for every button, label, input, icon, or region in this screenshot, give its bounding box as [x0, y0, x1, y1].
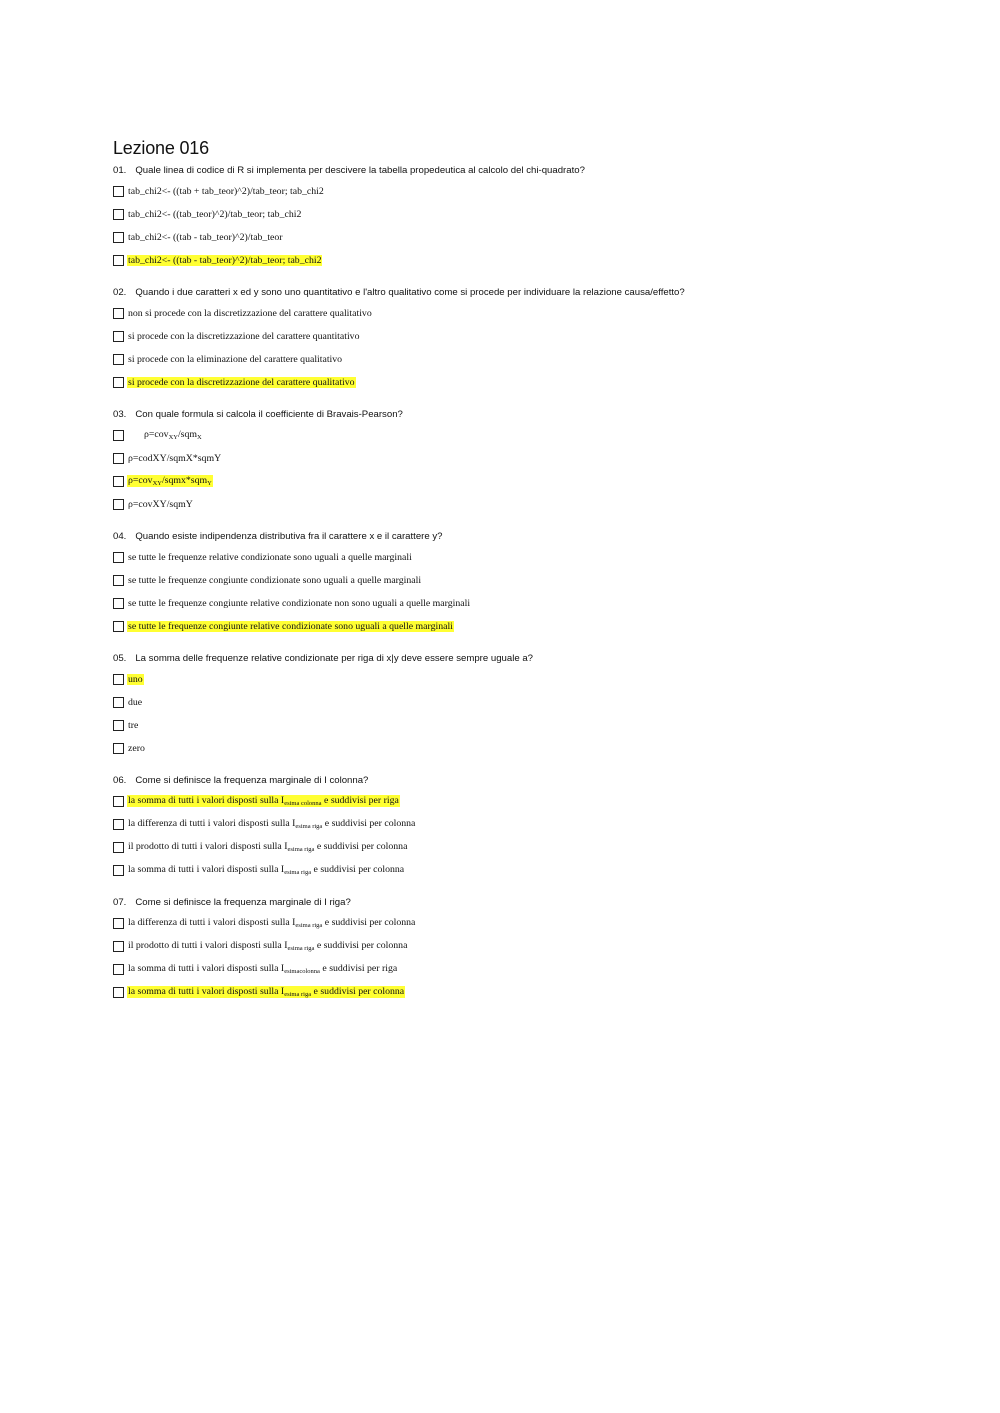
- quiz-page: [113, 138, 893, 1019]
- answer-option[interactable]: [113, 618, 893, 634]
- answer-option[interactable]: [113, 305, 893, 321]
- answer-option[interactable]: [113, 374, 893, 390]
- question-heading: [113, 409, 893, 420]
- subscript: esima riga: [287, 846, 315, 853]
- answer-checkbox[interactable]: [113, 232, 124, 243]
- answer-checkbox[interactable]: [113, 186, 124, 197]
- answer-option[interactable]: [113, 351, 893, 367]
- question-text: Quando esiste indipendenza distributiva fra il carattere x e il carattere y?: [135, 531, 443, 542]
- answer-text-part: la somma di tutti i valori disposti sulla I: [128, 986, 285, 997]
- answer-text-highlighted: tab_chi2<- ((tab - tab_teor)^2)/tab_teor; tab_chi2: [128, 254, 322, 266]
- answer-text: [127, 917, 416, 929]
- answer-checkbox[interactable]: [113, 865, 124, 876]
- question-03: [113, 409, 893, 512]
- subscript: esima riga: [287, 945, 315, 952]
- question-07: [113, 897, 893, 1000]
- answer-option[interactable]: [113, 862, 893, 878]
- answer-checkbox[interactable]: [113, 476, 124, 487]
- question-05: [113, 653, 893, 756]
- answer-checkbox[interactable]: [113, 964, 124, 975]
- subscript: Y: [207, 480, 212, 487]
- answer-checkbox[interactable]: [113, 743, 124, 754]
- answer-text-highlighted: si procede con la discretizzazione del carattere qualitativo: [128, 376, 355, 388]
- question-06: [113, 775, 893, 878]
- question-number: 07.: [113, 897, 127, 908]
- answer-checkbox[interactable]: [113, 598, 124, 609]
- answer-text-part: /sqm: [177, 429, 198, 440]
- answer-text-part: /sqmx*sqm: [161, 475, 208, 486]
- subscript: esima riga: [284, 991, 312, 998]
- answer-text-highlighted: [127, 986, 405, 998]
- question-text: Con quale formula si calcola il coefficiente di Bravais-Pearson?: [135, 409, 403, 420]
- subscript: esima riga: [295, 922, 323, 929]
- answer-option[interactable]: [113, 717, 893, 733]
- answer-checkbox[interactable]: [113, 575, 124, 586]
- question-04: [113, 531, 893, 634]
- answer-option[interactable]: [113, 549, 893, 565]
- answer-checkbox[interactable]: [113, 918, 124, 929]
- answer-option[interactable]: [113, 206, 893, 222]
- answer-option[interactable]: [113, 984, 893, 1000]
- answer-option[interactable]: [113, 961, 893, 977]
- question-heading: [113, 775, 893, 786]
- answer-checkbox[interactable]: [113, 796, 124, 807]
- subscript: XY: [168, 434, 178, 441]
- answer-checkbox[interactable]: [113, 209, 124, 220]
- answer-text: ρ=covXY/sqmY: [128, 498, 193, 510]
- question-number: 04.: [113, 531, 127, 542]
- answer-checkbox[interactable]: [113, 552, 124, 563]
- answer-text-highlighted: se tutte le frequenze congiunte relative condizionate sono uguali a quelle marginali: [128, 620, 453, 632]
- answer-text: due: [128, 696, 143, 708]
- question-number: 03.: [113, 409, 127, 420]
- answer-checkbox[interactable]: [113, 354, 124, 365]
- answer-checkbox[interactable]: [113, 674, 124, 685]
- answer-checkbox[interactable]: [113, 621, 124, 632]
- answer-text-highlighted: [127, 795, 400, 807]
- question-heading: [113, 165, 893, 176]
- answer-text-part: e suddivisi per colonna: [314, 940, 408, 951]
- answer-checkbox[interactable]: [113, 430, 124, 441]
- answer-option[interactable]: [113, 183, 893, 199]
- answer-option[interactable]: [113, 496, 893, 512]
- answer-option[interactable]: [113, 671, 893, 687]
- answer-option[interactable]: [113, 915, 893, 931]
- answer-text-part: e suddivisi per colonna: [311, 986, 405, 997]
- answer-text-part: il prodotto di tutti i valori disposti sulla I: [128, 940, 288, 951]
- question-text: Come si definisce la frequenza marginale di I riga?: [135, 897, 351, 908]
- answer-text-part: e suddivisi per colonna: [322, 917, 416, 928]
- answer-text-part: e suddivisi per riga: [321, 795, 399, 806]
- answer-text: [127, 864, 405, 876]
- answer-text: tab_chi2<- ((tab + tab_teor)^2)/tab_teor; tab_chi2: [128, 185, 324, 197]
- answer-text-part: e suddivisi per colonna: [314, 841, 408, 852]
- answer-text-part: il prodotto di tutti i valori disposti sulla I: [128, 841, 288, 852]
- answer-option[interactable]: [113, 938, 893, 954]
- question-text: Come si definisce la frequenza marginale di I colonna?: [135, 775, 369, 786]
- subscript: esimacolonna: [284, 968, 320, 975]
- answer-text-part: la differenza di tutti i valori disposti sulla I: [128, 917, 296, 928]
- question-01: [113, 165, 893, 268]
- answer-text: [127, 940, 408, 952]
- answer-text-part: la differenza di tutti i valori disposti sulla I: [128, 818, 296, 829]
- question-heading: [113, 653, 893, 664]
- answer-option[interactable]: [113, 793, 893, 809]
- answer-text-highlighted: uno: [128, 673, 143, 685]
- answer-text: zero: [128, 742, 145, 754]
- answer-checkbox[interactable]: [113, 842, 124, 853]
- answer-option[interactable]: [113, 252, 893, 268]
- answer-text-part: e suddivisi per riga: [319, 963, 398, 974]
- answer-option[interactable]: [113, 229, 893, 245]
- answer-option[interactable]: [113, 572, 893, 588]
- answer-text: tab_chi2<- ((tab_teor)^2)/tab_teor; tab_chi2: [128, 208, 302, 220]
- question-heading: [113, 531, 893, 542]
- answer-text: ρ=codXY/sqmX*sqmY: [128, 452, 222, 464]
- subscript: esima riga: [284, 869, 312, 876]
- answer-option[interactable]: [113, 816, 893, 832]
- answer-text-highlighted: [127, 475, 213, 487]
- answer-text: si procede con la discretizzazione del carattere quantitativo: [128, 330, 360, 342]
- answer-checkbox[interactable]: [113, 720, 124, 731]
- answer-checkbox[interactable]: [113, 255, 124, 266]
- answer-text-part: la somma di tutti i valori disposti sulla I: [128, 864, 285, 875]
- answer-text: se tutte le frequenze relative condizionate sono uguali a quelle marginali: [128, 551, 412, 563]
- subscript: esima colonna: [284, 800, 322, 807]
- answer-checkbox[interactable]: [113, 987, 124, 998]
- question-number: 02.: [113, 287, 127, 298]
- answer-option[interactable]: [113, 839, 893, 855]
- answer-text: [127, 963, 398, 975]
- answer-checkbox[interactable]: [113, 941, 124, 952]
- question-text: Quando i due caratteri x ed y sono uno quantitativo e l'altro qualitativo come si procede per individuare la relazione causa/effetto?: [135, 287, 685, 298]
- answer-text: se tutte le frequenze congiunte relative condizionate non sono uguali a quelle marginali: [128, 597, 471, 609]
- answer-text: si procede con la eliminazione del carattere qualitativo: [128, 353, 343, 365]
- answer-text-part: la somma di tutti i valori disposti sulla I: [128, 963, 285, 974]
- subscript: esima riga: [295, 823, 323, 830]
- answer-option[interactable]: [113, 595, 893, 611]
- answer-checkbox[interactable]: [113, 453, 124, 464]
- answer-checkbox[interactable]: [113, 819, 124, 830]
- answer-text: [127, 818, 416, 830]
- answer-option[interactable]: [113, 740, 893, 756]
- answer-text: tab_chi2<- ((tab - tab_teor)^2)/tab_teor: [128, 231, 283, 243]
- question-number: 01.: [113, 165, 127, 176]
- answer-option[interactable]: [113, 450, 893, 466]
- answer-text-part: ρ=cov: [128, 475, 153, 486]
- answer-checkbox[interactable]: [113, 308, 124, 319]
- answer-option[interactable]: [113, 427, 893, 443]
- answer-option[interactable]: [113, 473, 893, 489]
- answer-option[interactable]: [113, 328, 893, 344]
- answer-text-part: ρ=cov: [144, 429, 169, 440]
- questions-list: [113, 165, 893, 1000]
- question-heading: [113, 897, 893, 908]
- question-heading: [113, 287, 893, 298]
- answer-text: se tutte le frequenze congiunte condizionate sono uguali a quelle marginali: [128, 574, 422, 586]
- subscript: XY: [152, 480, 162, 487]
- answer-text: [127, 841, 408, 853]
- answer-option[interactable]: [113, 694, 893, 710]
- question-text: Quale linea di codice di R si implementa per descivere la tabella propedeutica al calcolo del chi-quadrato?: [135, 165, 585, 176]
- question-02: [113, 287, 893, 390]
- answer-text: [127, 429, 203, 441]
- answer-checkbox[interactable]: [113, 331, 124, 342]
- answer-text: non si procede con la discretizzazione del carattere qualitativo: [128, 307, 372, 319]
- subscript: X: [197, 434, 202, 441]
- answer-checkbox[interactable]: [113, 697, 124, 708]
- answer-text-part: la somma di tutti i valori disposti sulla I: [128, 795, 285, 806]
- lesson-title: Lezione 016: [113, 138, 209, 158]
- answer-text-part: e suddivisi per colonna: [311, 864, 405, 875]
- question-number: 06.: [113, 775, 127, 786]
- question-number: 05.: [113, 653, 127, 664]
- answer-checkbox[interactable]: [113, 377, 124, 388]
- answer-checkbox[interactable]: [113, 499, 124, 510]
- answer-text-part: e suddivisi per colonna: [322, 818, 416, 829]
- question-text: La somma delle frequenze relative condizionate per riga di x|y deve essere sempre uguale a?: [135, 653, 534, 664]
- answer-text: tre: [128, 719, 139, 731]
